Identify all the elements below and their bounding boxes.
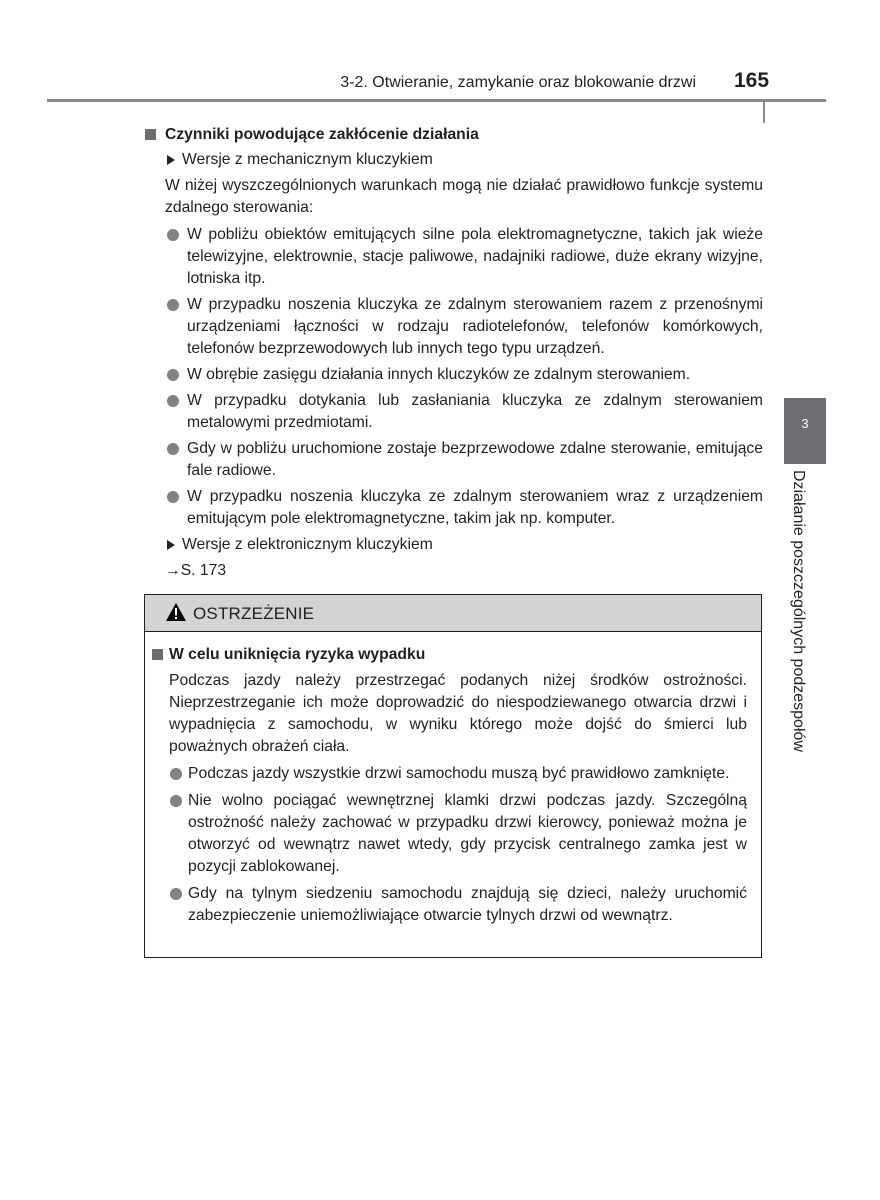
warning-box: [144, 594, 762, 958]
warning-intro: Podczas jazdy należy przestrzegać podanych niżej środków ostrożności. Nieprzestrzeganie ich może doprowadzić do niespodziewanego otwarcia drzwi i wypadnięcia z samochodu, w wyniku którego może dojść do śmierci lub poważnych obrażeń ciała.: [169, 672, 747, 755]
list-item-text: Podczas jazdy wszystkie drzwi samochodu muszą być prawidłowo zamknięte.: [188, 765, 730, 782]
intro-paragraph: W niżej wyszczególnionych warunkach mogą nie działać prawidłowo funkcje systemu zdalnego sterowania:: [165, 177, 763, 216]
header-rule: [47, 99, 826, 102]
chapter-number: 3: [801, 416, 809, 431]
list-item: [145, 486, 763, 530]
sub-heading-electronic: [145, 534, 763, 556]
warning-triangle-icon: [165, 602, 187, 622]
warning-title: OSTRZEŻENIE: [193, 604, 315, 623]
page-number: 165: [734, 69, 770, 92]
section-heading: [145, 124, 763, 146]
chapter-label: Działanie poszczególnych podzespołów: [790, 470, 807, 752]
list-item: [151, 763, 747, 785]
circle-bullet-icon: [167, 443, 179, 455]
triangle-right-icon: [167, 155, 175, 165]
list-item: [145, 390, 763, 434]
list-item-text: Gdy w pobliżu uruchomione zostaje bezprzewodowe zdalne sterowanie, emitujące fale radiowe.: [187, 440, 763, 479]
triangle-right-icon: [167, 540, 175, 550]
circle-bullet-icon: [170, 888, 182, 900]
list-item-text: Nie wolno pociągać wewnętrznej klamki drzwi podczas jazdy. Szczególną ostrożność należy zachować w przypadku drzwi kierowcy, ponieważ można je otworzyć od wewnątrz nawet wtedy, gdy przycisk centralnego zamka jest w pozycji zablokowanej.: [188, 792, 747, 875]
circle-bullet-icon: [167, 491, 179, 503]
list-item: [151, 883, 747, 927]
circle-bullet-icon: [167, 229, 179, 241]
square-bullet-icon: [152, 649, 163, 660]
page-reference-link[interactable]: →S. 173: [165, 562, 227, 579]
list-item: [151, 790, 747, 878]
chapter-tab[interactable]: [784, 398, 826, 464]
circle-bullet-icon: [167, 395, 179, 407]
list-item: [145, 224, 763, 290]
list-item-text: W przypadku noszenia kluczyka ze zdalnym sterowaniem razem z przenośnymi urządzeniami łączności w rodzaju radiotelefonów, telefonów komórkowych, telefonów bezprzewodowych lub innych tego typu urządzeń.: [187, 296, 763, 357]
circle-bullet-icon: [167, 369, 179, 381]
section-heading-text: Czynniki powodujące zakłócenie działania: [165, 126, 479, 143]
circle-bullet-icon: [170, 768, 182, 780]
warning-body: [145, 632, 761, 927]
circle-bullet-icon: [167, 299, 179, 311]
list-item-text: Gdy na tylnym siedzeniu samochodu znajdują się dzieci, należy uruchomić zabezpieczenie uniemożliwiające otwarcie tylnych drzwi od wewnątrz.: [188, 885, 747, 924]
list-item-text: W przypadku noszenia kluczyka ze zdalnym sterowaniem wraz z urządzeniem emitującym pole elektromagnetyczne, takim jak np. komputer.: [187, 488, 763, 527]
sub-heading-text: Wersje z elektronicznym kluczykiem: [182, 536, 433, 553]
sub-heading-mechanical: [145, 149, 763, 171]
running-header-title: 3-2. Otwieranie, zamykanie oraz blokowanie drzwi: [340, 74, 696, 91]
list-item: [145, 438, 763, 482]
list-item: [145, 364, 763, 386]
main-content: [145, 124, 763, 582]
sub-heading-text: Wersje z mechanicznym kluczykiem: [182, 151, 433, 168]
list-item-text: W obrębie zasięgu działania innych kluczyków ze zdalnym sterowaniem.: [187, 366, 691, 383]
list-item: [145, 294, 763, 360]
list-item-text: W pobliżu obiektów emitujących silne pola elektromagnetyczne, takich jak wieże telewizyjne, elektrownie, stacje paliwowe, nadajniki radiowe, duże ekrany wizyjne, lotniska itp.: [187, 226, 763, 287]
column-divider: [763, 101, 765, 123]
warning-heading-text: W celu uniknięcia ryzyka wypadku: [169, 646, 426, 663]
square-bullet-icon: [145, 129, 156, 140]
circle-bullet-icon: [170, 795, 182, 807]
list-item-text: W przypadku dotykania lub zasłaniania kluczyka ze zdalnym sterowaniem metalowymi przedmiotami.: [187, 392, 763, 431]
warning-heading: [151, 644, 747, 666]
warning-header: [145, 595, 761, 632]
